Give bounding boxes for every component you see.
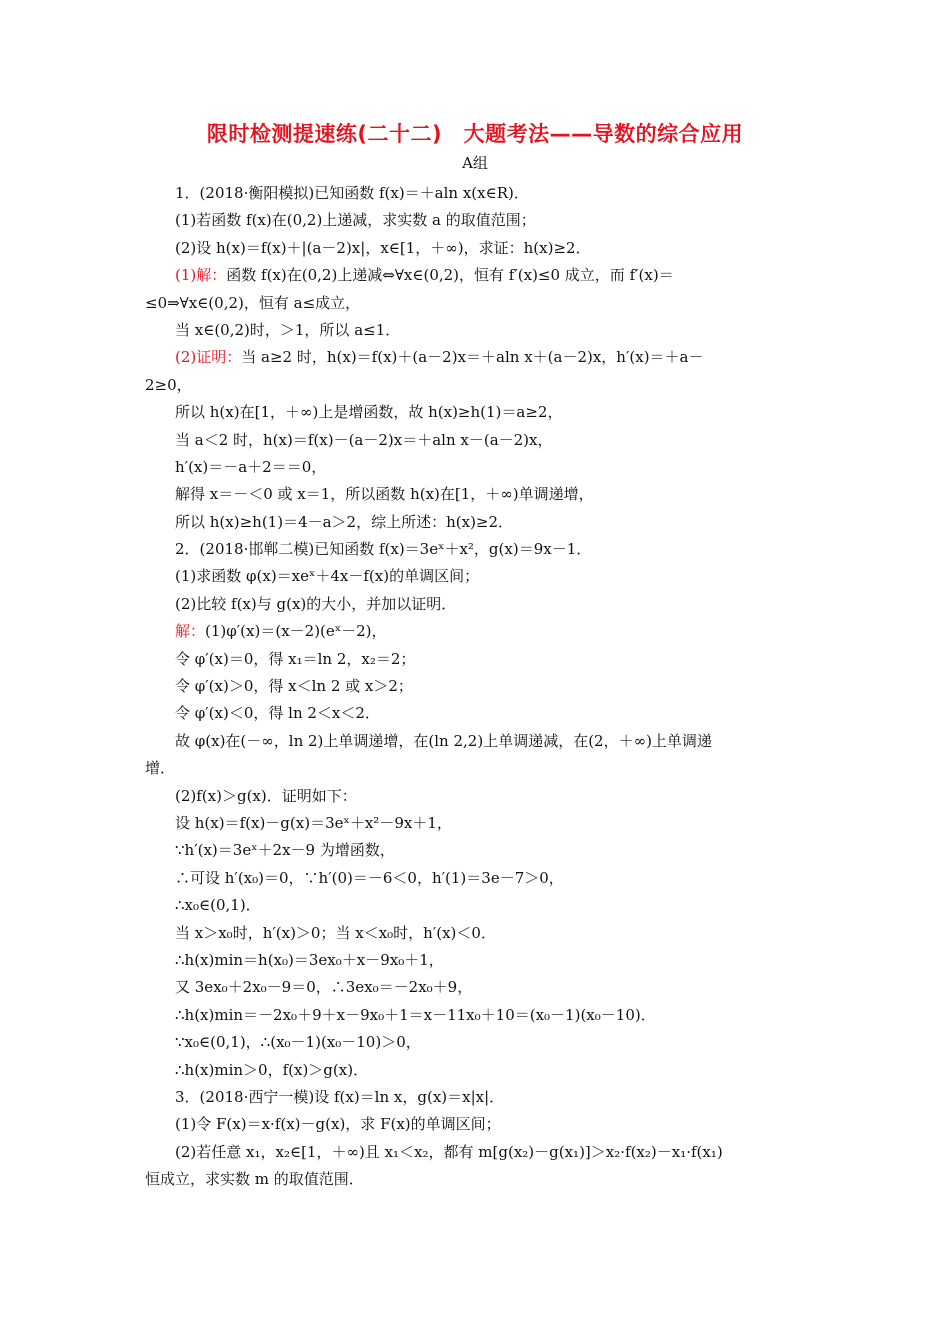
text-line [145, 755, 810, 782]
text-line [145, 1111, 810, 1138]
text-line [145, 673, 810, 700]
text-line [145, 427, 810, 454]
line-text: ∵x₀∈(0,1)，∴(x₀－1)(x₀－10)＞0， [175, 1033, 421, 1052]
text-line [145, 207, 810, 234]
text-line [145, 180, 810, 207]
line-text: (1)若函数 f(x)在(0,2)上递减，求实数 a 的取值范围； [175, 211, 536, 230]
line-text: 令 φ′(x)＝0，得 x₁＝ln 2，x₂＝2； [175, 649, 416, 668]
line-text: 增． [145, 759, 176, 778]
line-text: 令 φ′(x)＜0，得 ln 2＜x＜2． [175, 704, 380, 723]
line-text: ∴h(x)min＝h(x₀)＝3ex₀＋x－9x₀＋1， [175, 950, 444, 969]
group-label: A组 [462, 154, 488, 172]
answer-label: 解： [175, 622, 206, 641]
page-title: 限时检测提速练(二十二) 大题考法——导数的综合应用 [206, 122, 744, 146]
text-line [145, 563, 810, 590]
line-text: 当 x＞x₀时，h′(x)＞0；当 x＜x₀时，h′(x)＜0． [175, 923, 496, 942]
line-text: 1．(2018·衡阳模拟)已知函数 f(x)＝＋aln x(x∈R)． [175, 184, 529, 202]
line-text: 解得 x＝－＜0 或 x＝1，所以函数 h(x)在[1，＋∞)单调递增， [175, 485, 594, 504]
line-text: 设 h(x)＝f(x)－g(x)＝3eˣ＋x²－9x＋1， [175, 813, 452, 832]
text-line [145, 372, 810, 399]
line-text: ≤0⇒∀x∈(0,2)，恒有 a≤成立， [145, 293, 361, 312]
text-line [145, 235, 810, 262]
text-line [145, 262, 810, 289]
text-line [145, 618, 810, 645]
answer-label: (2)证明： [175, 348, 242, 367]
line-text: ∴x₀∈(0,1)． [175, 896, 261, 915]
line-text: 令 φ′(x)＞0，得 x＜ln 2 或 x＞2； [175, 677, 413, 696]
text-line [145, 1139, 810, 1166]
text-line [145, 1166, 810, 1193]
text-line [145, 1029, 810, 1056]
line-text: (2)若任意 x₁，x₂∈[1，＋∞)且 x₁＜x₂，都有 m[g(x₂)－g(x₁)]＞x₂·f(x₂)－x₁·f(x₁) [175, 1142, 723, 1161]
text-line [145, 810, 810, 837]
text-line [145, 920, 810, 947]
text-line [145, 892, 810, 919]
text-line [145, 974, 810, 1001]
text-line [145, 700, 810, 727]
text-line [145, 344, 810, 371]
line-text: h′(x)＝－a＋2＝＝0， [175, 457, 327, 476]
text-line [145, 399, 810, 426]
document-body [145, 180, 810, 1193]
line-text: (1)φ′(x)＝(x－2)(eˣ－2)， [205, 622, 387, 641]
line-text: 2．(2018·邯郸二模)已知函数 f(x)＝3eˣ＋x²，g(x)＝9x－1． [175, 540, 592, 559]
line-text: ∴h(x)min＝－2x₀＋9＋x－9x₀＋1＝x－11x₀＋10＝(x₀－1)(x₀－10)． [175, 1005, 656, 1024]
text-line [145, 947, 810, 974]
text-line [145, 454, 810, 481]
text-line [145, 646, 810, 673]
text-line [145, 509, 810, 536]
line-text: 恒成立，求实数 m 的取值范围． [145, 1170, 364, 1189]
line-text: (1)令 F(x)＝x·f(x)－g(x)，求 F(x)的单调区间； [175, 1115, 501, 1134]
text-line [145, 1084, 810, 1111]
text-line [145, 536, 810, 563]
text-line [145, 290, 810, 317]
line-text: (2)比较 f(x)与 g(x)的大小，并加以证明． [175, 594, 457, 613]
line-text: 当 a＜2 时，h(x)＝f(x)－(a－2)x＝＋aln x－(a－2)x， [175, 430, 553, 449]
text-line [145, 1057, 810, 1084]
line-text: 3．(2018·西宁一模)设 f(x)＝ln x，g(x)＝x|x|． [175, 1087, 505, 1106]
line-text: (2)设 h(x)＝f(x)＋|(a－2)x|，x∈[1，＋∞)，求证：h(x)≥2． [175, 238, 591, 257]
line-text: (2)f(x)＞g(x)．证明如下： [175, 786, 357, 805]
line-text: 当 x∈(0,2)时，＞1，所以 a≤1． [175, 320, 401, 339]
line-text: ∴可设 h′(x₀)＝0，∵h′(0)＝－6＜0，h′(1)＝3e－7＞0， [175, 868, 564, 887]
text-line [145, 1002, 810, 1029]
text-line [145, 317, 810, 344]
line-text: 函数 f(x)在(0,2)上递减⇔∀x∈(0,2)，恒有 f′(x)≤0 成立，而 f′(x)＝ [226, 266, 674, 285]
line-text: 所以 h(x)≥h(1)＝4－a＞2，综上所述：h(x)≥2． [175, 512, 514, 531]
text-line [145, 591, 810, 618]
line-text: ∴h(x)min＞0，f(x)＞g(x)． [175, 1060, 369, 1079]
line-text: ∵h′(x)＝3eˣ＋2x－9 为增函数， [175, 841, 395, 860]
line-text: 2≥0， [145, 375, 192, 394]
line-text: 当 a≥2 时，h(x)＝f(x)＋(a－2)x＝＋aln x＋(a－2)x，h′(x)＝＋a－ [241, 348, 704, 367]
text-line [145, 783, 810, 810]
text-line [145, 728, 810, 755]
line-text: (1)求函数 φ(x)＝xeˣ＋4x－f(x)的单调区间； [175, 567, 480, 586]
line-text: 故 φ(x)在(－∞，ln 2)上单调递增，在(ln 2,2)上单调递减，在(2，＋∞)上单调递 [175, 731, 712, 750]
line-text: 又 3ex₀＋2x₀－9＝0，∴3ex₀＝－2x₀＋9， [175, 978, 473, 997]
text-line [145, 837, 810, 864]
text-line [145, 481, 810, 508]
text-line [145, 865, 810, 892]
line-text: 所以 h(x)在[1，＋∞)上是增函数，故 h(x)≥h(1)＝a≥2， [175, 403, 563, 422]
answer-label: (1)解： [175, 266, 227, 285]
